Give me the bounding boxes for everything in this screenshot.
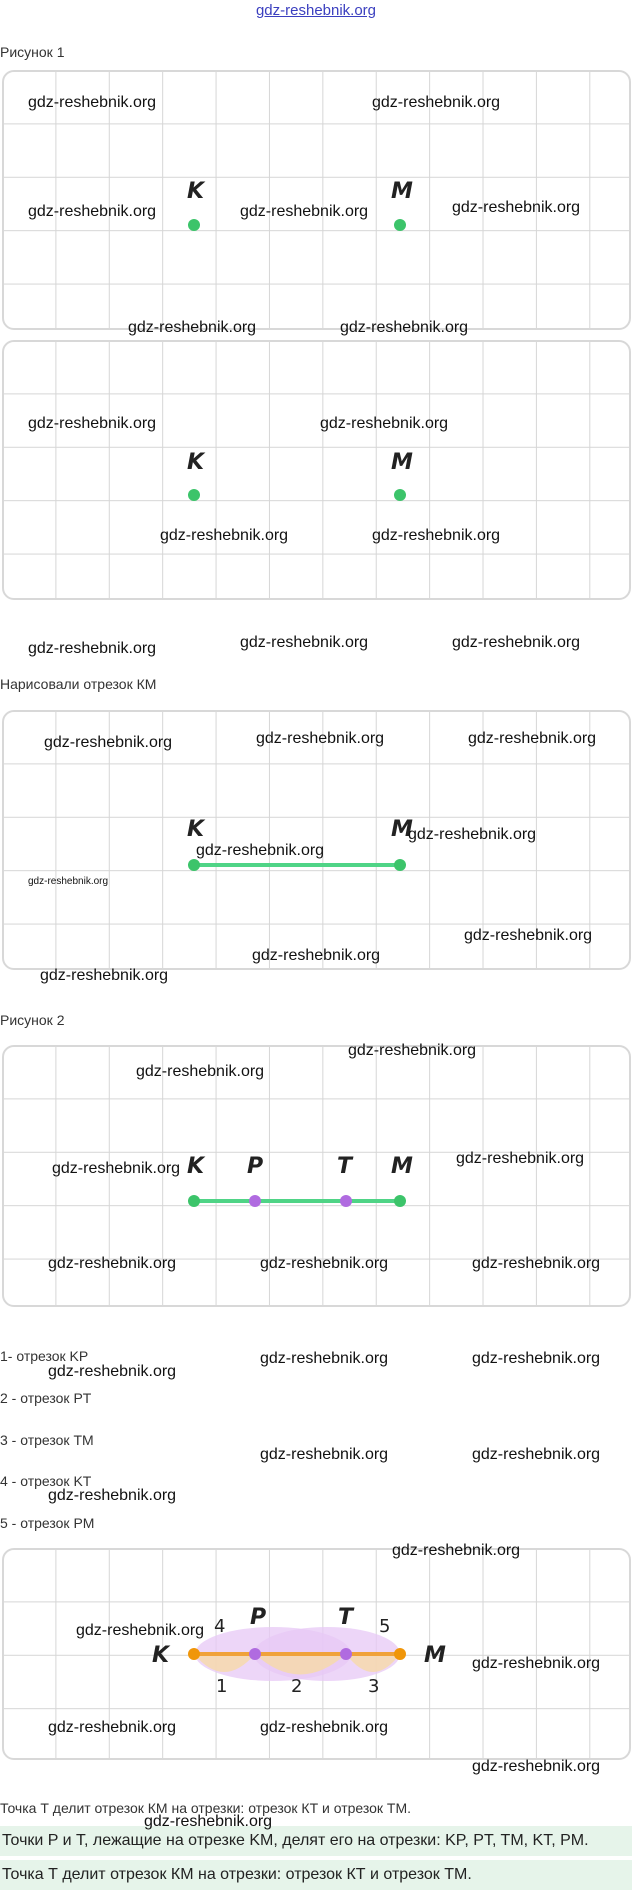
watermark: gdz-reshebnik.org: [392, 1542, 521, 1559]
point-label-k: K: [152, 1643, 170, 1668]
point-label-p: P: [247, 1154, 264, 1179]
watermark: gdz-reshebnik.org: [48, 1255, 177, 1272]
segment-number-2: 2: [291, 1676, 303, 1697]
caption-drew-segment: Нарисовали отрезок КМ: [0, 676, 157, 692]
point-m: [394, 859, 406, 871]
watermark: gdz-reshebnik.org: [472, 1446, 601, 1463]
watermark: gdz-reshebnik.org: [196, 842, 325, 859]
point-t: [340, 1195, 352, 1207]
watermark: gdz-reshebnik.org: [468, 730, 597, 747]
segment-item-2: 2 - отрезок PT: [0, 1390, 92, 1406]
watermark: gdz-reshebnik.org: [260, 1719, 389, 1736]
point-k: [188, 1648, 200, 1660]
watermark: gdz-reshebnik.org: [28, 94, 157, 111]
watermark: gdz-reshebnik.org: [320, 415, 449, 432]
watermark: gdz-reshebnik.org: [128, 319, 257, 336]
watermark: gdz-reshebnik.org: [40, 967, 169, 984]
watermark: gdz-reshebnik.org: [260, 1255, 389, 1272]
point-m: [394, 219, 406, 231]
point-m: [394, 489, 406, 501]
watermark: gdz-reshebnik.org: [348, 1042, 477, 1059]
watermark: gdz-reshebnik.org: [340, 319, 469, 336]
watermark: gdz-reshebnik.org: [472, 1255, 601, 1272]
point-t: [340, 1648, 352, 1660]
watermark: gdz-reshebnik.org: [472, 1758, 601, 1775]
point-label-t: T: [337, 1154, 353, 1179]
watermark: gdz-reshebnik.org: [240, 634, 369, 651]
segment-number-4: 4: [214, 1616, 226, 1637]
segment-number-1: 1: [216, 1676, 228, 1697]
site-link[interactable]: gdz-reshebnik.org: [255, 2, 377, 19]
watermark: gdz-reshebnik.org: [48, 1363, 177, 1380]
segment-number-3: 3: [368, 1676, 380, 1697]
watermark: gdz-reshebnik.org: [144, 1813, 273, 1830]
watermark: gdz-reshebnik.org: [452, 634, 581, 651]
point-label-p: P: [250, 1605, 267, 1630]
point-label-k: K: [187, 450, 205, 475]
watermark: gdz-reshebnik.org: [372, 94, 501, 111]
point-p: [249, 1648, 261, 1660]
watermark: gdz-reshebnik.org: [76, 1622, 205, 1639]
point-label-k: K: [187, 817, 205, 842]
watermark: gdz-reshebnik.org: [260, 1350, 389, 1367]
watermark: gdz-reshebnik.org: [260, 1446, 389, 1463]
watermark: gdz-reshebnik.org: [372, 527, 501, 544]
watermark: gdz-reshebnik.org: [408, 826, 537, 843]
answer-line-2: Точки P и T, лежащие на отрезке KM, делят его на отрезки: KP, PT, TM, KT, PM.: [0, 1826, 632, 1856]
segment-item-3: 3 - отрезок TM: [0, 1432, 94, 1448]
point-m: [394, 1195, 406, 1207]
watermark: gdz-reshebnik.org: [28, 415, 157, 432]
watermark: gdz-reshebnik.org: [28, 203, 157, 220]
point-k: [188, 859, 200, 871]
answer-line-3: Точка Т делит отрезок КМ на отрезки: отрезок КТ и отрезок ТМ.: [0, 1860, 632, 1890]
point-m: [394, 1648, 406, 1660]
figure-1b-drawing: [4, 342, 629, 598]
point-label-m: M: [391, 179, 413, 204]
watermark: gdz-reshebnik.org: [160, 527, 289, 544]
point-label-k: K: [187, 1154, 205, 1179]
watermark: gdz-reshebnik.org: [28, 876, 109, 887]
watermark: gdz-reshebnik.org: [44, 734, 173, 751]
watermark: gdz-reshebnik.org: [48, 1487, 177, 1504]
point-k: [188, 219, 200, 231]
point-label-m: M: [391, 1154, 413, 1179]
point-k: [188, 1195, 200, 1207]
caption-figure-2: Рисунок 2: [0, 1012, 65, 1028]
point-label-m: M: [391, 450, 413, 475]
watermark: gdz-reshebnik.org: [240, 203, 369, 220]
watermark: gdz-reshebnik.org: [452, 199, 581, 216]
watermark: gdz-reshebnik.org: [52, 1160, 181, 1177]
point-label-k: K: [187, 179, 205, 204]
watermark: gdz-reshebnik.org: [256, 730, 385, 747]
caption-figure-1: Рисунок 1: [0, 44, 65, 60]
answer-line-1: Точка Т делит отрезок КМ на отрезки: отрезок КТ и отрезок ТМ.: [0, 1800, 412, 1816]
point-k: [188, 489, 200, 501]
segment-item-5: 5 - отрезок PM: [0, 1515, 95, 1531]
point-label-t: T: [338, 1605, 354, 1630]
watermark: gdz-reshebnik.org: [48, 1719, 177, 1736]
segment-item-4: 4 - отрезок KT: [0, 1473, 92, 1489]
segment-number-5: 5: [379, 1616, 391, 1637]
segment-item-1: 1- отрезок KP: [0, 1348, 89, 1364]
watermark: gdz-reshebnik.org: [456, 1150, 585, 1167]
watermark: gdz-reshebnik.org: [252, 947, 381, 964]
point-p: [249, 1195, 261, 1207]
watermark: gdz-reshebnik.org: [136, 1063, 265, 1080]
watermark: gdz-reshebnik.org: [464, 927, 593, 944]
point-label-m: M: [391, 817, 413, 842]
point-label-m: M: [424, 1643, 446, 1668]
watermark: gdz-reshebnik.org: [472, 1350, 601, 1367]
panel-figure-1b: [2, 340, 631, 600]
watermark: gdz-reshebnik.org: [28, 640, 157, 657]
watermark: gdz-reshebnik.org: [472, 1655, 601, 1672]
